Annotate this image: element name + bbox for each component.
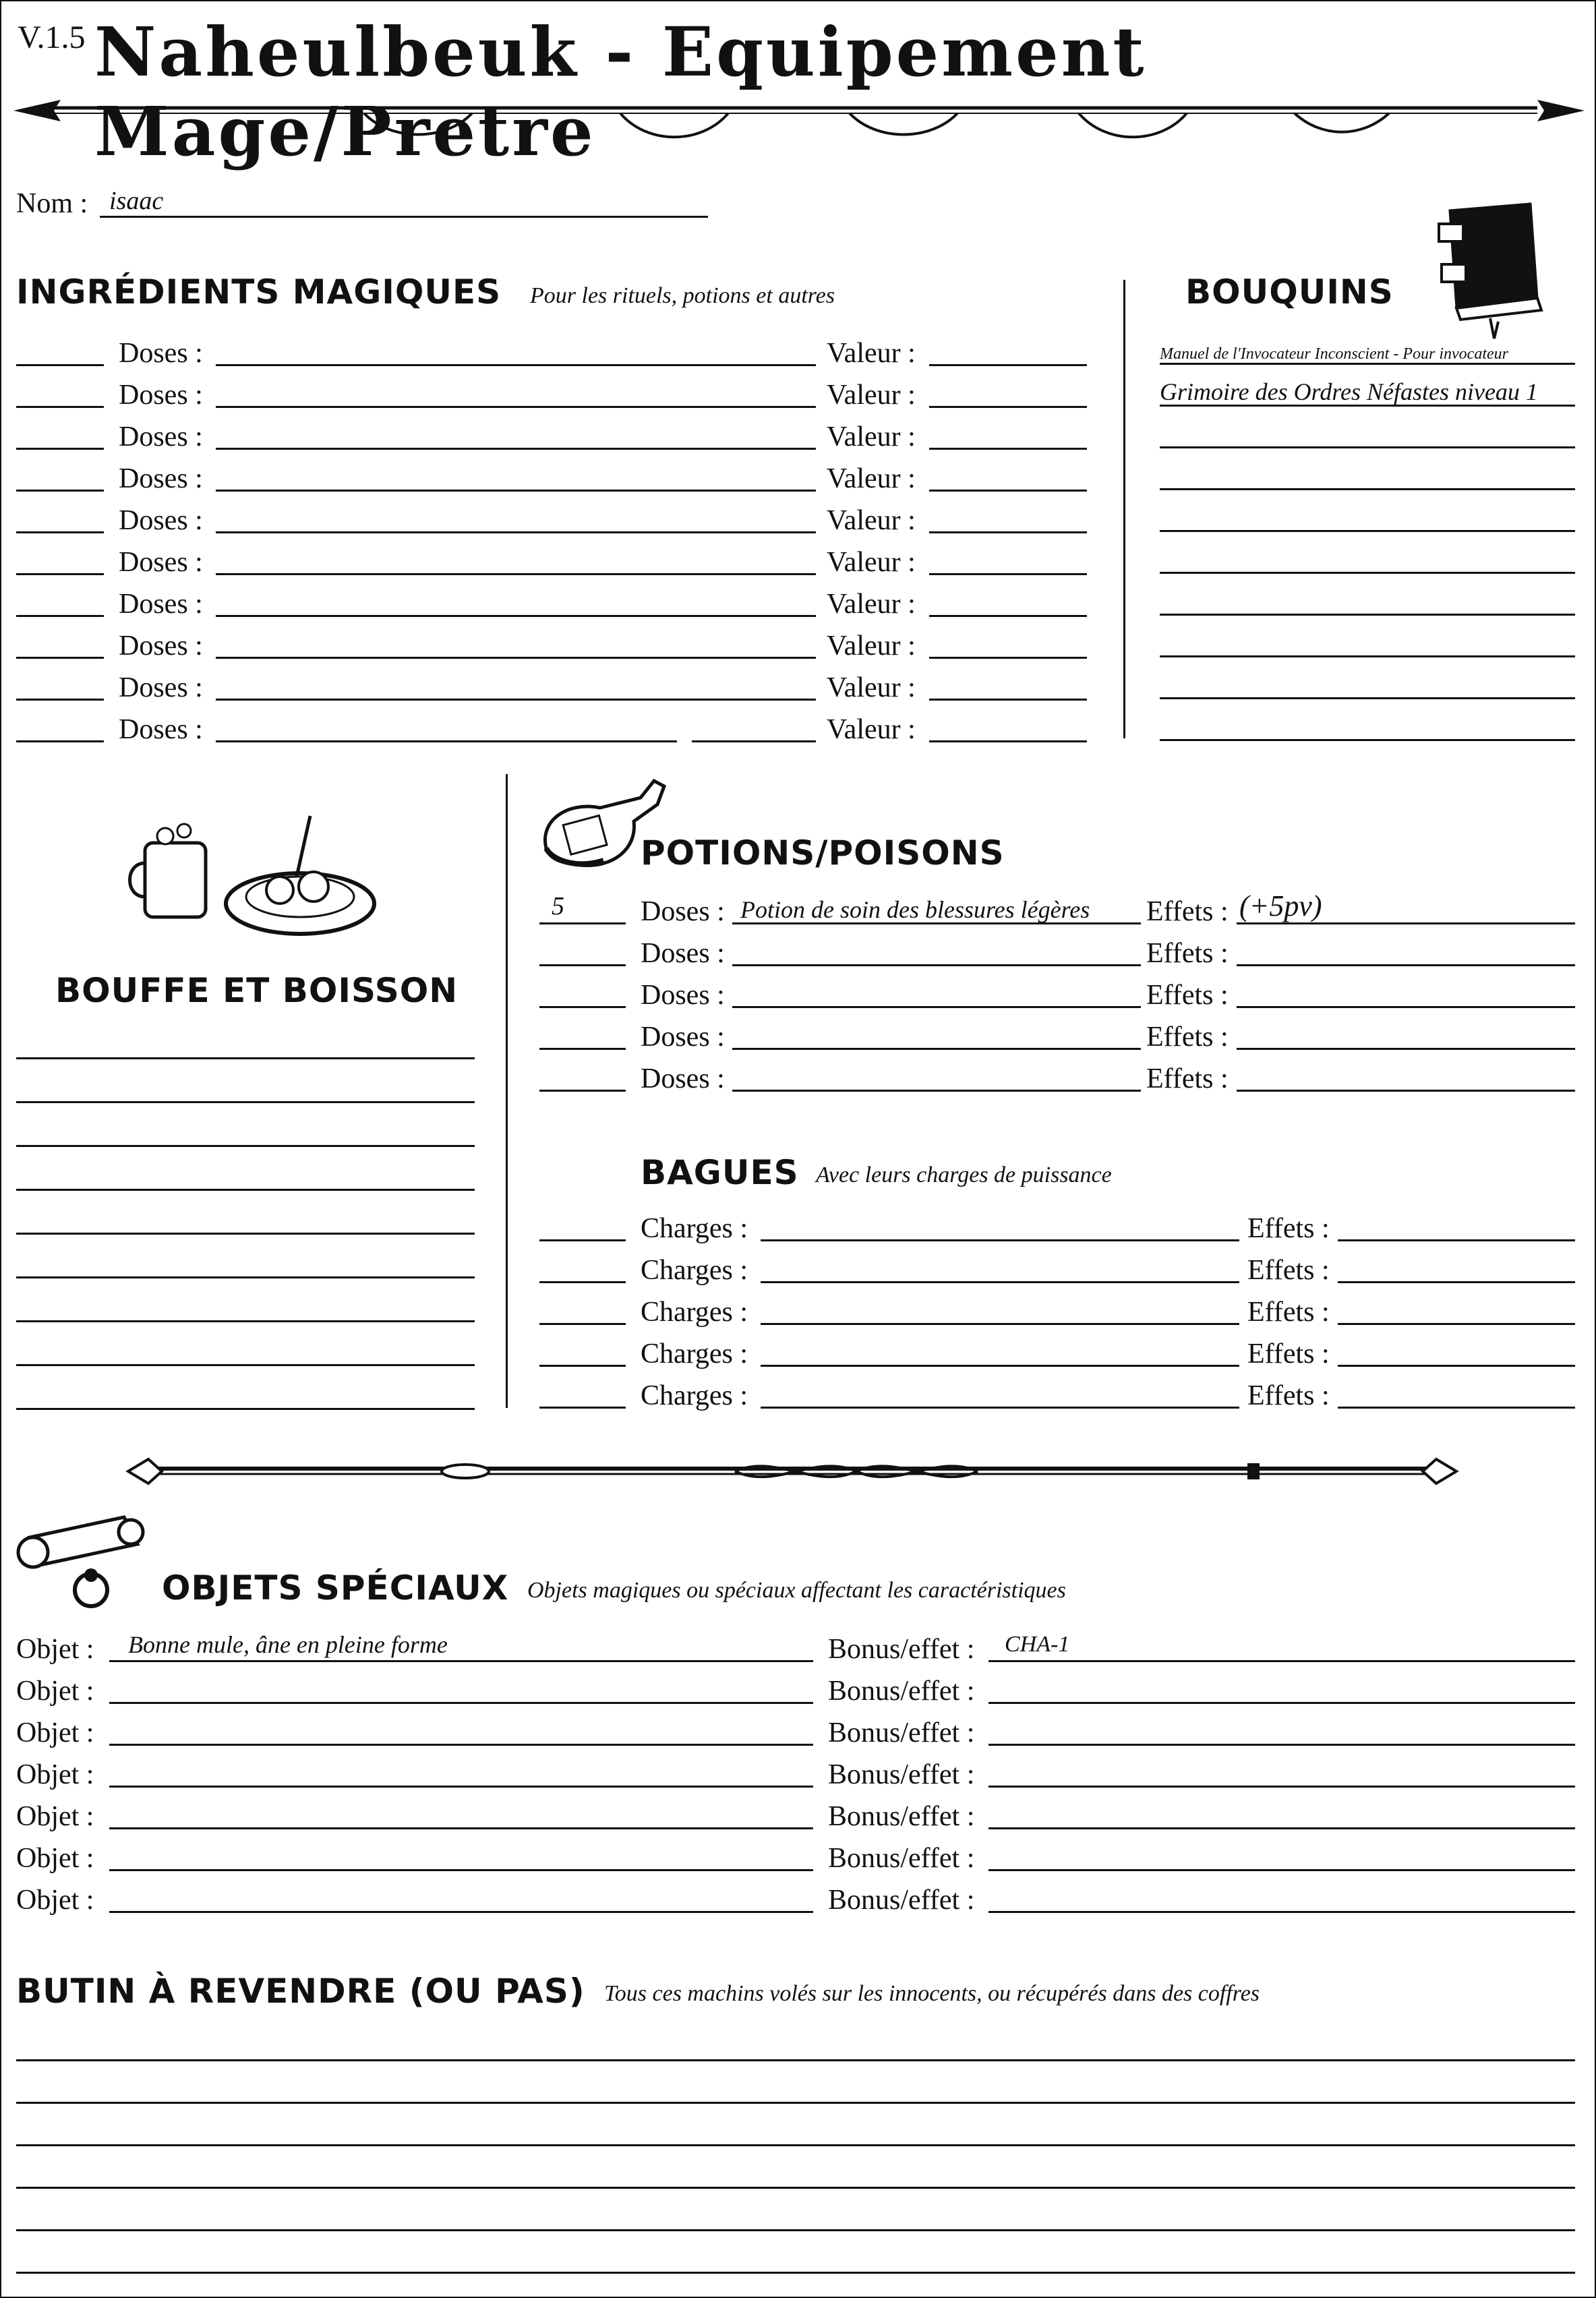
bague-charges-field[interactable] xyxy=(761,1239,1239,1241)
bagues-subtitle: Avec leurs charges de puissance xyxy=(816,1162,1112,1187)
bouffe-field[interactable] xyxy=(16,1408,475,1410)
ingredient-name-field[interactable] xyxy=(216,699,816,701)
column-divider xyxy=(1123,280,1125,738)
bonus-label: Bonus/effet : xyxy=(828,1843,975,1874)
bague-charges-field[interactable] xyxy=(761,1407,1239,1409)
ingredient-valeur-field[interactable] xyxy=(929,740,1087,742)
valeur-label: Valeur : xyxy=(827,421,916,452)
page-title: Naheulbeuk - Equipement Mage/Pretre xyxy=(94,12,1147,171)
potion-doses-label: Doses : xyxy=(641,896,725,927)
bonus-field[interactable] xyxy=(988,1869,1575,1871)
bouffe-field[interactable] xyxy=(16,1320,475,1322)
potion-qty-field[interactable] xyxy=(539,922,626,924)
potion-name-1[interactable]: Potion de soin des blessures légères xyxy=(740,896,1090,923)
bonus-label: Bonus/effet : xyxy=(828,1634,975,1665)
bouquin-field[interactable] xyxy=(1160,363,1575,365)
doses-label: Doses : xyxy=(119,589,203,620)
bague-effet-field[interactable] xyxy=(1338,1239,1575,1241)
doses-label: Doses : xyxy=(119,672,203,703)
bonus-field[interactable] xyxy=(988,1702,1575,1704)
doses-label: Doses : xyxy=(119,714,203,745)
bouquins-title: BOUQUINS xyxy=(1185,272,1394,312)
bague-qty-field[interactable] xyxy=(539,1365,626,1367)
objet-label: Objet : xyxy=(16,1843,94,1874)
objet-field[interactable] xyxy=(109,1744,813,1746)
potion-doses-label: Doses : xyxy=(641,980,725,1011)
ingredient-qty-field[interactable] xyxy=(16,448,104,450)
potion-effets-label: Effets : xyxy=(1146,980,1229,1011)
bague-effets-label: Effets : xyxy=(1247,1213,1330,1244)
bonus-label: Bonus/effet : xyxy=(828,1801,975,1832)
potion-effet-field[interactable] xyxy=(1237,964,1575,966)
bouffe-field[interactable] xyxy=(16,1364,475,1366)
ingredient-name-field[interactable] xyxy=(216,531,816,533)
bague-effet-field[interactable] xyxy=(1338,1323,1575,1325)
valeur-label: Valeur : xyxy=(827,380,916,411)
objet-value-1[interactable]: Bonne mule, âne en pleine forme xyxy=(128,1631,448,1658)
ingredient-qty-field[interactable] xyxy=(16,699,104,701)
bonus-field[interactable] xyxy=(988,1660,1575,1662)
ingredient-extra-field[interactable] xyxy=(692,740,816,742)
bague-charges-field[interactable] xyxy=(761,1281,1239,1283)
bague-charges-label: Charges : xyxy=(641,1380,748,1411)
ingredient-valeur-field[interactable] xyxy=(929,364,1087,366)
bouffe-field[interactable] xyxy=(16,1057,475,1059)
bouquin-field[interactable] xyxy=(1160,488,1575,490)
ingredient-qty-field[interactable] xyxy=(16,615,104,617)
bonus-label: Bonus/effet : xyxy=(828,1759,975,1790)
ingredient-qty-field[interactable] xyxy=(16,740,104,742)
middle-divider xyxy=(506,774,508,1408)
bouquin-field[interactable] xyxy=(1160,405,1575,407)
ingredient-valeur-field[interactable] xyxy=(929,657,1087,659)
bonus-field[interactable] xyxy=(988,1911,1575,1913)
bagues-title: BAGUES xyxy=(641,1153,799,1192)
ingredient-name-field[interactable] xyxy=(216,615,816,617)
staff-divider-icon xyxy=(128,1450,1456,1490)
potion-effet-field[interactable] xyxy=(1237,1090,1575,1092)
valeur-label: Valeur : xyxy=(827,589,916,620)
ingredients-title: INGRÉDIENTS MAGIQUES xyxy=(16,272,502,312)
potion-effets-label: Effets : xyxy=(1146,1063,1229,1094)
objet-label: Objet : xyxy=(16,1759,94,1790)
bague-charges-label: Charges : xyxy=(641,1297,748,1328)
ingredient-valeur-field[interactable] xyxy=(929,531,1087,533)
objet-field[interactable] xyxy=(109,1869,813,1871)
ingredient-name-field[interactable] xyxy=(216,740,677,742)
butin-field[interactable] xyxy=(16,2059,1575,2061)
bouquin-field[interactable] xyxy=(1160,614,1575,616)
version-label: V.1.5 xyxy=(18,20,86,55)
bouffe-field[interactable] xyxy=(16,1101,475,1103)
bague-effet-field[interactable] xyxy=(1338,1365,1575,1367)
doses-label: Doses : xyxy=(119,463,203,494)
objets-subtitle: Objets magiques ou spéciaux affectant les caractéristiques xyxy=(527,1578,1066,1603)
doses-label: Doses : xyxy=(119,505,203,536)
nom-underline xyxy=(100,216,708,218)
potion-qty-field[interactable] xyxy=(539,1006,626,1008)
valeur-label: Valeur : xyxy=(827,714,916,745)
valeur-label: Valeur : xyxy=(827,338,916,369)
valeur-label: Valeur : xyxy=(827,505,916,536)
bague-qty-field[interactable] xyxy=(539,1323,626,1325)
ingredient-valeur-field[interactable] xyxy=(929,573,1087,575)
doses-label: Doses : xyxy=(119,338,203,369)
potion-effet-1[interactable]: (+5pv) xyxy=(1239,889,1322,922)
bonus-label: Bonus/effet : xyxy=(828,1885,975,1916)
nom-label: Nom : xyxy=(16,188,88,219)
potion-qty-field[interactable] xyxy=(539,1048,626,1050)
ingredient-name-field[interactable] xyxy=(216,573,816,575)
objets-title: OBJETS SPÉCIAUX xyxy=(162,1568,509,1608)
doses-label: Doses : xyxy=(119,547,203,578)
potions-title: POTIONS/POISONS xyxy=(641,833,1005,873)
bague-charges-field[interactable] xyxy=(761,1365,1239,1367)
potion-name-field[interactable] xyxy=(732,964,1141,966)
ingredient-name-field[interactable] xyxy=(216,657,816,659)
ingredient-valeur-field[interactable] xyxy=(929,699,1087,701)
ring-icon xyxy=(67,1563,115,1610)
butin-subtitle: Tous ces machins volés sur les innocents, ou récupérés dans des coffres xyxy=(604,1981,1260,2006)
bonus-label: Bonus/effet : xyxy=(828,1676,975,1707)
potion-doses-label: Doses : xyxy=(641,1022,725,1053)
potion-qty-1[interactable]: 5 xyxy=(552,892,564,920)
bague-charges-field[interactable] xyxy=(761,1323,1239,1325)
bouquin-field[interactable] xyxy=(1160,446,1575,448)
objet-field[interactable] xyxy=(109,1911,813,1913)
ingredient-valeur-field[interactable] xyxy=(929,406,1087,408)
potion-name-field[interactable] xyxy=(732,1048,1141,1050)
butin-field[interactable] xyxy=(16,2144,1575,2146)
bonus-field[interactable] xyxy=(988,1786,1575,1788)
bonus-field[interactable] xyxy=(988,1744,1575,1746)
potion-effet-field[interactable] xyxy=(1237,1048,1575,1050)
bonus-value-1[interactable]: CHA-1 xyxy=(1005,1632,1070,1657)
valeur-label: Valeur : xyxy=(827,547,916,578)
bouquin-entry-1[interactable]: Manuel de l'Invocateur Inconscient - Pour invocateur xyxy=(1160,345,1508,363)
butin-field[interactable] xyxy=(16,2102,1575,2104)
ingredient-name-field[interactable] xyxy=(216,490,816,492)
book-icon xyxy=(1436,197,1551,338)
bague-effets-label: Effets : xyxy=(1247,1338,1330,1369)
potion-effets-label: Effets : xyxy=(1146,1022,1229,1053)
objet-label: Objet : xyxy=(16,1885,94,1916)
potion-effets-label: Effets : xyxy=(1146,938,1229,969)
potion-qty-field[interactable] xyxy=(539,1090,626,1092)
ingredient-valeur-field[interactable] xyxy=(929,615,1087,617)
food-plate-icon xyxy=(138,802,374,944)
ingredient-qty-field[interactable] xyxy=(16,573,104,575)
bonus-field[interactable] xyxy=(988,1827,1575,1829)
bouffe-title: BOUFFE ET BOISSON xyxy=(55,971,459,1010)
bague-qty-field[interactable] xyxy=(539,1281,626,1283)
doses-label: Doses : xyxy=(119,630,203,661)
ingredient-name-field[interactable] xyxy=(216,448,816,450)
ingredients-subtitle: Pour les rituels, potions et autres xyxy=(530,283,835,308)
butin-field[interactable] xyxy=(16,2187,1575,2189)
potion-doses-label: Doses : xyxy=(641,1063,725,1094)
objet-label: Objet : xyxy=(16,1676,94,1707)
bouffe-field[interactable] xyxy=(16,1233,475,1235)
bouquin-field[interactable] xyxy=(1160,655,1575,657)
bague-effet-field[interactable] xyxy=(1338,1407,1575,1409)
ingredient-name-field[interactable] xyxy=(216,406,816,408)
ingredient-qty-field[interactable] xyxy=(16,490,104,492)
bague-qty-field[interactable] xyxy=(539,1239,626,1241)
bouffe-field[interactable] xyxy=(16,1189,475,1191)
butin-title: BUTIN À REVENDRE (OU PAS) xyxy=(16,1972,585,2011)
bouquin-field[interactable] xyxy=(1160,697,1575,699)
ingredient-qty-field[interactable] xyxy=(16,657,104,659)
potion-qty-field[interactable] xyxy=(539,964,626,966)
ingredient-name-field[interactable] xyxy=(216,364,816,366)
ingredient-qty-field[interactable] xyxy=(16,406,104,408)
bouffe-field[interactable] xyxy=(16,1145,475,1147)
bonus-label: Bonus/effet : xyxy=(828,1717,975,1748)
ingredient-valeur-field[interactable] xyxy=(929,448,1087,450)
valeur-label: Valeur : xyxy=(827,672,916,703)
objet-field[interactable] xyxy=(109,1827,813,1829)
doses-label: Doses : xyxy=(119,380,203,411)
objet-field[interactable] xyxy=(109,1660,813,1662)
bague-charges-label: Charges : xyxy=(641,1338,748,1369)
objet-label: Objet : xyxy=(16,1801,94,1832)
valeur-label: Valeur : xyxy=(827,630,916,661)
potion-doses-label: Doses : xyxy=(641,938,725,969)
bouffe-field[interactable] xyxy=(16,1276,475,1278)
butin-field[interactable] xyxy=(16,2229,1575,2231)
bouquin-field[interactable] xyxy=(1160,572,1575,574)
bouquin-field[interactable] xyxy=(1160,739,1575,741)
ingredient-valeur-field[interactable] xyxy=(929,490,1087,492)
butin-field[interactable] xyxy=(16,2272,1575,2274)
bague-charges-label: Charges : xyxy=(641,1255,748,1286)
objet-label: Objet : xyxy=(16,1634,94,1665)
doses-label: Doses : xyxy=(119,421,203,452)
bouquin-entry-2[interactable]: Grimoire des Ordres Néfastes niveau 1 xyxy=(1160,378,1538,405)
objet-field[interactable] xyxy=(109,1786,813,1788)
valeur-label: Valeur : xyxy=(827,463,916,494)
potion-effets-label: Effets : xyxy=(1146,896,1229,927)
bague-effets-label: Effets : xyxy=(1247,1380,1330,1411)
bague-charges-label: Charges : xyxy=(641,1213,748,1244)
potion-effet-field[interactable] xyxy=(1237,1006,1575,1008)
bague-effets-label: Effets : xyxy=(1247,1255,1330,1286)
nom-value[interactable]: isaac xyxy=(109,187,164,215)
ingredient-qty-field[interactable] xyxy=(16,364,104,366)
bague-effet-field[interactable] xyxy=(1338,1281,1575,1283)
bague-effets-label: Effets : xyxy=(1247,1297,1330,1328)
potion-name-field[interactable] xyxy=(732,1006,1141,1008)
objet-label: Objet : xyxy=(16,1717,94,1748)
ingredient-qty-field[interactable] xyxy=(16,531,104,533)
spear-divider-icon xyxy=(13,88,1585,148)
bouquin-field[interactable] xyxy=(1160,530,1575,532)
potion-name-field[interactable] xyxy=(732,1090,1141,1092)
bague-qty-field[interactable] xyxy=(539,1407,626,1409)
objet-field[interactable] xyxy=(109,1702,813,1704)
